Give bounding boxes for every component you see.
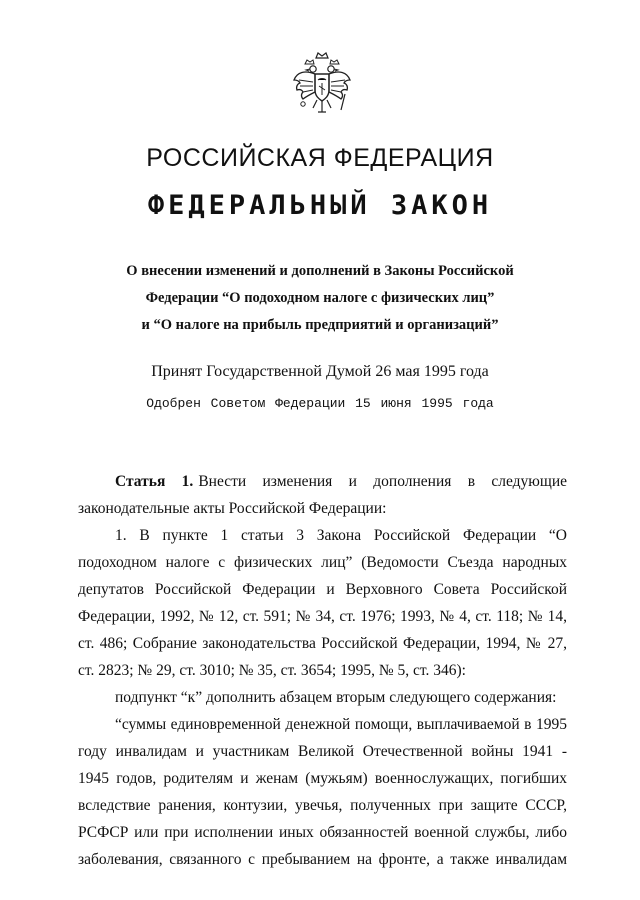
law-title <box>0 258 640 339</box>
text-line: 1945 годов, родителям и женам (мужьям) военнослужащих, погибших <box>78 770 567 787</box>
text-line: вследствие ранения, контузии, увечья, полученных при защите СССР, <box>78 797 567 814</box>
text-line: году инвалидам и участникам Великой Отечественной войны 1941 - <box>78 743 567 760</box>
text-line: “суммы единовременной денежной помощи, выплачиваемой в 1995 <box>115 716 567 733</box>
country-name: РОССИЙСКАЯ ФЕДЕРАЦИЯ <box>146 144 494 172</box>
article-body <box>78 468 567 873</box>
text-line: подоходном налоге с физических лиц” (Ведомости Съезда народных <box>78 554 567 571</box>
text-line: ст. 2823; № 29, ст. 3010; № 35, ст. 3654; 1995, № 5, ст. 346): <box>78 662 466 679</box>
text-line: подпункт “к” дополнить абзацем вторым следующего содержания: <box>115 689 557 706</box>
approved-by-federation-council: Одобрен Советом Федерации 15 июня 1995 года <box>146 396 494 411</box>
article-text: Внести изменения и дополнения в следующие <box>198 473 567 490</box>
adopted-by-duma: Принят Государственной Думой 26 мая 1995 года <box>151 363 489 380</box>
law-title-line: О внесении изменений и дополнений в Законы Российской <box>126 263 514 279</box>
article-first-line <box>78 468 567 495</box>
text-line: заболевания, связанного с пребыванием на фронте, а также инвалидам <box>78 851 567 868</box>
text-line: 1. В пункте 1 статьи 3 Закона Российской Федерации “О <box>115 527 567 544</box>
article-label: Статья 1. <box>115 473 194 490</box>
law-type-heading: ФЕДЕРАЛЬНЫЙ ЗАКОН <box>147 190 493 221</box>
text-line: законодательные акты Российской Федерации: <box>78 500 387 517</box>
text-line: Федерации, 1992, № 12, ст. 591; № 34, ст. 1976; 1993, № 4, ст. 118; № 14, <box>78 608 567 625</box>
text-line: депутатов Российской Федерации и Верховного Совета Российской <box>78 581 567 598</box>
law-title-line: Федерации “О подоходном налоге с физических лиц” <box>145 290 495 306</box>
text-line: ст. 486; Собрание законодательства Российской Федерации, 1994, № 27, <box>78 635 567 652</box>
text-line: РСФСР или при исполнении иных обязанностей военной службы, либо <box>78 824 567 841</box>
law-title-line: и “О налоге на прибыль предприятий и организаций” <box>141 317 499 333</box>
coat-of-arms-icon <box>291 50 353 118</box>
